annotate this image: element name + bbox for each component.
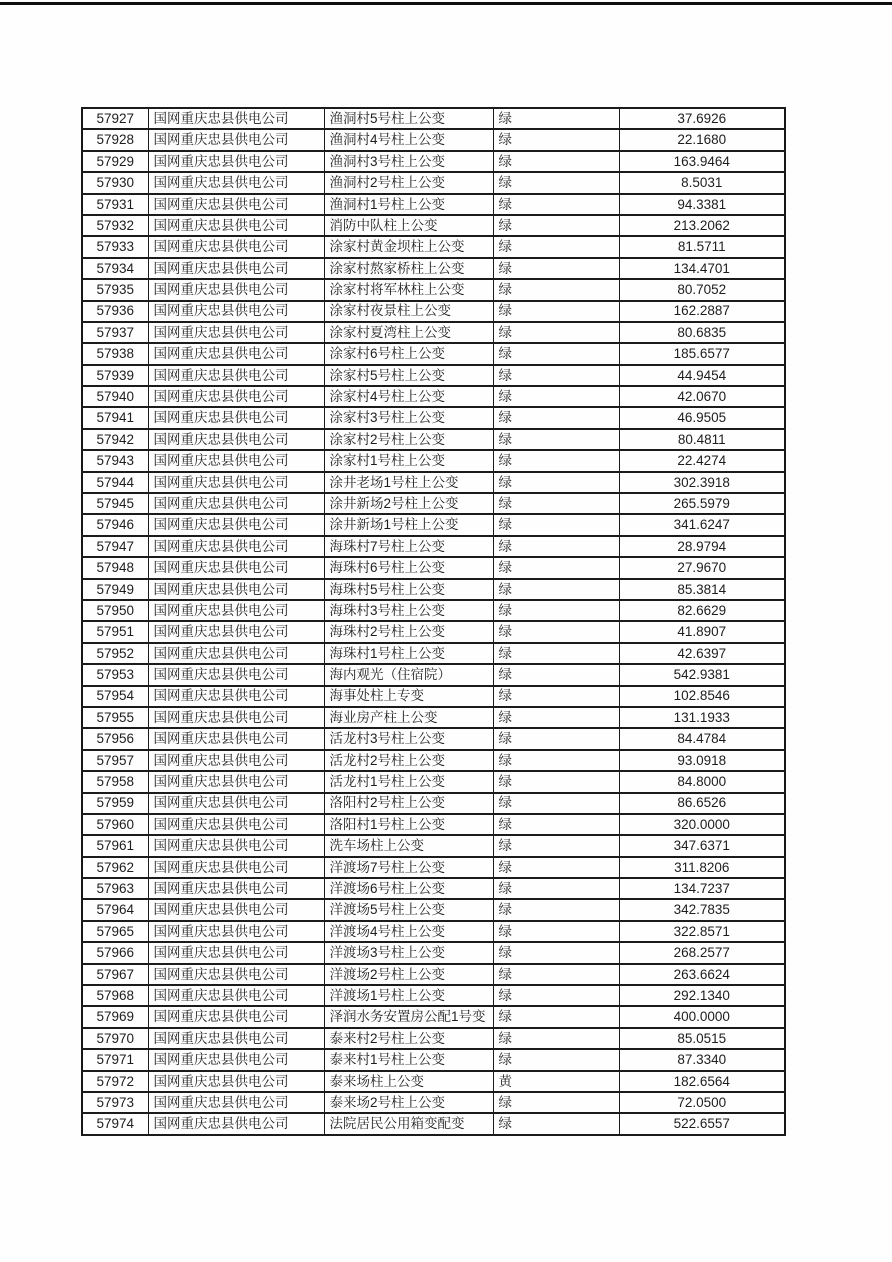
cell-transformer: 活龙村3号柱上公变 — [324, 728, 493, 749]
table-row — [82, 707, 785, 728]
cell-status: 绿 — [493, 236, 619, 257]
cell-id: 57946 — [82, 514, 148, 535]
cell-value: 163.9464 — [619, 151, 785, 172]
cell-value: 320.0000 — [619, 814, 785, 835]
table-row — [82, 108, 785, 129]
cell-status: 绿 — [493, 172, 619, 193]
cell-id: 57928 — [82, 129, 148, 150]
cell-company: 国网重庆忠县供电公司 — [148, 728, 324, 749]
cell-value: 84.8000 — [619, 771, 785, 792]
cell-status: 绿 — [493, 985, 619, 1006]
table-row — [82, 514, 785, 535]
cell-status: 绿 — [493, 557, 619, 578]
cell-company: 国网重庆忠县供电公司 — [148, 878, 324, 899]
cell-status: 绿 — [493, 643, 619, 664]
cell-status: 绿 — [493, 621, 619, 642]
cell-value: 263.6624 — [619, 964, 785, 985]
cell-id: 57942 — [82, 429, 148, 450]
cell-transformer: 海珠村6号柱上公变 — [324, 557, 493, 578]
table-row — [82, 942, 785, 963]
cell-status: 绿 — [493, 728, 619, 749]
cell-company: 国网重庆忠县供电公司 — [148, 1113, 324, 1135]
cell-company: 国网重庆忠县供电公司 — [148, 835, 324, 856]
table-row — [82, 814, 785, 835]
cell-status: 绿 — [493, 857, 619, 878]
cell-value: 87.3340 — [619, 1049, 785, 1070]
cell-id: 57947 — [82, 536, 148, 557]
cell-transformer: 涂家村4号柱上公变 — [324, 386, 493, 407]
table-row — [82, 1092, 785, 1113]
cell-id: 57931 — [82, 194, 148, 215]
cell-company: 国网重庆忠县供电公司 — [148, 343, 324, 364]
cell-transformer: 涂家村黄金坝柱上公变 — [324, 236, 493, 257]
cell-status: 绿 — [493, 215, 619, 236]
cell-value: 37.6926 — [619, 108, 785, 129]
cell-company: 国网重庆忠县供电公司 — [148, 322, 324, 343]
cell-company: 国网重庆忠县供电公司 — [148, 1028, 324, 1049]
cell-company: 国网重庆忠县供电公司 — [148, 151, 324, 172]
table-row — [82, 793, 785, 814]
cell-transformer: 洗车场柱上公变 — [324, 835, 493, 856]
cell-value: 80.4811 — [619, 429, 785, 450]
cell-value: 84.4784 — [619, 728, 785, 749]
cell-transformer: 洋渡场7号柱上公变 — [324, 857, 493, 878]
cell-value: 342.7835 — [619, 899, 785, 920]
cell-value: 131.1933 — [619, 707, 785, 728]
cell-value: 268.2577 — [619, 942, 785, 963]
cell-company: 国网重庆忠县供电公司 — [148, 236, 324, 257]
cell-status: 绿 — [493, 579, 619, 600]
table-row — [82, 151, 785, 172]
cell-id: 57944 — [82, 472, 148, 493]
cell-company: 国网重庆忠县供电公司 — [148, 1071, 324, 1092]
cell-status: 绿 — [493, 899, 619, 920]
cell-transformer: 涂家村将军林柱上公变 — [324, 279, 493, 300]
cell-company: 国网重庆忠县供电公司 — [148, 621, 324, 642]
cell-value: 46.9505 — [619, 407, 785, 428]
table-row — [82, 365, 785, 386]
table-row — [82, 728, 785, 749]
cell-value: 311.8206 — [619, 857, 785, 878]
cell-status: 绿 — [493, 343, 619, 364]
table-row — [82, 129, 785, 150]
cell-status: 绿 — [493, 707, 619, 728]
cell-company: 国网重庆忠县供电公司 — [148, 707, 324, 728]
cell-status: 黄 — [493, 1071, 619, 1092]
table-row — [82, 194, 785, 215]
cell-value: 42.0670 — [619, 386, 785, 407]
cell-transformer: 渔洞村5号柱上公变 — [324, 108, 493, 129]
table-row — [82, 643, 785, 664]
cell-transformer: 泰来场柱上公变 — [324, 1071, 493, 1092]
cell-company: 国网重庆忠县供电公司 — [148, 258, 324, 279]
cell-id: 57970 — [82, 1028, 148, 1049]
cell-transformer: 洋渡场3号柱上公变 — [324, 942, 493, 963]
table-row — [82, 686, 785, 707]
cell-value: 341.6247 — [619, 514, 785, 535]
cell-transformer: 洋渡场5号柱上公变 — [324, 899, 493, 920]
cell-id: 57967 — [82, 964, 148, 985]
cell-id: 57933 — [82, 236, 148, 257]
cell-transformer: 洋渡场4号柱上公变 — [324, 921, 493, 942]
cell-company: 国网重庆忠县供电公司 — [148, 536, 324, 557]
cell-id: 57961 — [82, 835, 148, 856]
cell-id: 57955 — [82, 707, 148, 728]
cell-transformer: 消防中队柱上公变 — [324, 215, 493, 236]
table-row — [82, 1028, 785, 1049]
cell-value: 28.9794 — [619, 536, 785, 557]
cell-transformer: 海珠村7号柱上公变 — [324, 536, 493, 557]
cell-status: 绿 — [493, 129, 619, 150]
table-row — [82, 301, 785, 322]
cell-company: 国网重庆忠县供电公司 — [148, 493, 324, 514]
table-row — [82, 600, 785, 621]
cell-transformer: 渔洞村4号柱上公变 — [324, 129, 493, 150]
table-row — [82, 215, 785, 236]
cell-transformer: 泰来村2号柱上公变 — [324, 1028, 493, 1049]
cell-company: 国网重庆忠县供电公司 — [148, 579, 324, 600]
cell-id: 57941 — [82, 407, 148, 428]
cell-id: 57927 — [82, 108, 148, 129]
cell-company: 国网重庆忠县供电公司 — [148, 194, 324, 215]
table-row — [82, 322, 785, 343]
cell-value: 72.0500 — [619, 1092, 785, 1113]
cell-transformer: 涂家村2号柱上公变 — [324, 429, 493, 450]
cell-status: 绿 — [493, 493, 619, 514]
cell-company: 国网重庆忠县供电公司 — [148, 172, 324, 193]
cell-company: 国网重庆忠县供电公司 — [148, 664, 324, 685]
cell-status: 绿 — [493, 365, 619, 386]
cell-company: 国网重庆忠县供电公司 — [148, 429, 324, 450]
cell-company: 国网重庆忠县供电公司 — [148, 279, 324, 300]
cell-status: 绿 — [493, 921, 619, 942]
cell-company: 国网重庆忠县供电公司 — [148, 814, 324, 835]
cell-transformer: 涂井老场1号柱上公变 — [324, 472, 493, 493]
cell-transformer: 泽润水务安置房公配1号变 — [324, 1006, 493, 1027]
cell-status: 绿 — [493, 514, 619, 535]
cell-company: 国网重庆忠县供电公司 — [148, 514, 324, 535]
cell-status: 绿 — [493, 964, 619, 985]
cell-status: 绿 — [493, 194, 619, 215]
table-row — [82, 258, 785, 279]
cell-value: 542.9381 — [619, 664, 785, 685]
cell-transformer: 涂家村3号柱上公变 — [324, 407, 493, 428]
cell-transformer: 海业房产柱上公变 — [324, 707, 493, 728]
cell-transformer: 活龙村1号柱上公变 — [324, 771, 493, 792]
cell-value: 302.3918 — [619, 472, 785, 493]
table-row — [82, 429, 785, 450]
cell-transformer: 涂井新场1号柱上公变 — [324, 514, 493, 535]
cell-value: 134.4701 — [619, 258, 785, 279]
cell-value: 22.4274 — [619, 450, 785, 471]
cell-id: 57957 — [82, 750, 148, 771]
cell-id: 57968 — [82, 985, 148, 1006]
cell-company: 国网重庆忠县供电公司 — [148, 108, 324, 129]
table-row — [82, 172, 785, 193]
cell-value: 322.8571 — [619, 921, 785, 942]
cell-status: 绿 — [493, 258, 619, 279]
cell-status: 绿 — [493, 664, 619, 685]
cell-company: 国网重庆忠县供电公司 — [148, 964, 324, 985]
cell-status: 绿 — [493, 814, 619, 835]
cell-status: 绿 — [493, 600, 619, 621]
cell-transformer: 海珠村5号柱上公变 — [324, 579, 493, 600]
cell-company: 国网重庆忠县供电公司 — [148, 1092, 324, 1113]
cell-id: 57951 — [82, 621, 148, 642]
cell-company: 国网重庆忠县供电公司 — [148, 793, 324, 814]
table-row — [82, 536, 785, 557]
cell-value: 400.0000 — [619, 1006, 785, 1027]
cell-status: 绿 — [493, 942, 619, 963]
cell-value: 22.1680 — [619, 129, 785, 150]
cell-transformer: 涂家村6号柱上公变 — [324, 343, 493, 364]
cell-value: 8.5031 — [619, 172, 785, 193]
table-row — [82, 899, 785, 920]
cell-company: 国网重庆忠县供电公司 — [148, 215, 324, 236]
cell-value: 80.7052 — [619, 279, 785, 300]
cell-transformer: 海珠村3号柱上公变 — [324, 600, 493, 621]
cell-id: 57937 — [82, 322, 148, 343]
cell-status: 绿 — [493, 536, 619, 557]
cell-company: 国网重庆忠县供电公司 — [148, 857, 324, 878]
cell-value: 27.9670 — [619, 557, 785, 578]
cell-value: 85.0515 — [619, 1028, 785, 1049]
cell-value: 94.3381 — [619, 194, 785, 215]
table-row — [82, 964, 785, 985]
cell-value: 162.2887 — [619, 301, 785, 322]
cell-company: 国网重庆忠县供电公司 — [148, 643, 324, 664]
cell-value: 80.6835 — [619, 322, 785, 343]
cell-transformer: 渔洞村2号柱上公变 — [324, 172, 493, 193]
table-row — [82, 664, 785, 685]
cell-company: 国网重庆忠县供电公司 — [148, 386, 324, 407]
cell-company: 国网重庆忠县供电公司 — [148, 1006, 324, 1027]
cell-id: 57938 — [82, 343, 148, 364]
table-row — [82, 1006, 785, 1027]
cell-status: 绿 — [493, 878, 619, 899]
cell-value: 44.9454 — [619, 365, 785, 386]
cell-value: 292.1340 — [619, 985, 785, 1006]
cell-status: 绿 — [493, 429, 619, 450]
cell-status: 绿 — [493, 1028, 619, 1049]
cell-id: 57958 — [82, 771, 148, 792]
cell-id: 57966 — [82, 942, 148, 963]
cell-value: 134.7237 — [619, 878, 785, 899]
cell-transformer: 涂家村夜景柱上公变 — [324, 301, 493, 322]
cell-company: 国网重庆忠县供电公司 — [148, 600, 324, 621]
cell-status: 绿 — [493, 279, 619, 300]
table-row — [82, 750, 785, 771]
cell-id: 57965 — [82, 921, 148, 942]
cell-status: 绿 — [493, 322, 619, 343]
cell-transformer: 活龙村2号柱上公变 — [324, 750, 493, 771]
cell-transformer: 海珠村1号柱上公变 — [324, 643, 493, 664]
cell-company: 国网重庆忠县供电公司 — [148, 301, 324, 322]
cell-id: 57962 — [82, 857, 148, 878]
cell-company: 国网重庆忠县供电公司 — [148, 129, 324, 150]
cell-id: 57945 — [82, 493, 148, 514]
cell-status: 绿 — [493, 1092, 619, 1113]
cell-id: 57954 — [82, 686, 148, 707]
table-row — [82, 386, 785, 407]
table-row — [82, 1071, 785, 1092]
cell-company: 国网重庆忠县供电公司 — [148, 686, 324, 707]
cell-id: 57936 — [82, 301, 148, 322]
table-row — [82, 835, 785, 856]
cell-company: 国网重庆忠县供电公司 — [148, 557, 324, 578]
cell-id: 57932 — [82, 215, 148, 236]
cell-id: 57950 — [82, 600, 148, 621]
table-row — [82, 771, 785, 792]
cell-transformer: 洋渡场2号柱上公变 — [324, 964, 493, 985]
cell-company: 国网重庆忠县供电公司 — [148, 1049, 324, 1070]
cell-id: 57969 — [82, 1006, 148, 1027]
cell-status: 绿 — [493, 108, 619, 129]
cell-value: 81.5711 — [619, 236, 785, 257]
cell-transformer: 泰来村1号柱上公变 — [324, 1049, 493, 1070]
cell-status: 绿 — [493, 151, 619, 172]
table-row — [82, 493, 785, 514]
cell-id: 57963 — [82, 878, 148, 899]
cell-transformer: 海事处柱上专变 — [324, 686, 493, 707]
cell-company: 国网重庆忠县供电公司 — [148, 365, 324, 386]
table-row — [82, 236, 785, 257]
cell-id: 57971 — [82, 1049, 148, 1070]
table-row — [82, 579, 785, 600]
cell-value: 93.0918 — [619, 750, 785, 771]
cell-status: 绿 — [493, 1049, 619, 1070]
cell-id: 57939 — [82, 365, 148, 386]
table-row — [82, 557, 785, 578]
cell-status: 绿 — [493, 1006, 619, 1027]
cell-id: 57943 — [82, 450, 148, 471]
cell-id: 57974 — [82, 1113, 148, 1135]
cell-status: 绿 — [493, 686, 619, 707]
table-row — [82, 1049, 785, 1070]
cell-transformer: 海内观光（住宿院） — [324, 664, 493, 685]
cell-company: 国网重庆忠县供电公司 — [148, 921, 324, 942]
cell-value: 85.3814 — [619, 579, 785, 600]
cell-id: 57948 — [82, 557, 148, 578]
cell-status: 绿 — [493, 750, 619, 771]
cell-company: 国网重庆忠县供电公司 — [148, 472, 324, 493]
cell-value: 265.5979 — [619, 493, 785, 514]
cell-value: 213.2062 — [619, 215, 785, 236]
cell-id: 57929 — [82, 151, 148, 172]
table-row — [82, 1113, 785, 1135]
cell-transformer: 涂家村5号柱上公变 — [324, 365, 493, 386]
cell-id: 57935 — [82, 279, 148, 300]
cell-id: 57972 — [82, 1071, 148, 1092]
table-row — [82, 857, 785, 878]
transformer-table — [81, 107, 786, 1136]
cell-id: 57952 — [82, 643, 148, 664]
table-row — [82, 621, 785, 642]
cell-value: 86.6526 — [619, 793, 785, 814]
cell-value: 42.6397 — [619, 643, 785, 664]
table-row — [82, 343, 785, 364]
table-row — [82, 921, 785, 942]
cell-transformer: 渔洞村1号柱上公变 — [324, 194, 493, 215]
cell-transformer: 渔洞村3号柱上公变 — [324, 151, 493, 172]
cell-value: 182.6564 — [619, 1071, 785, 1092]
cell-company: 国网重庆忠县供电公司 — [148, 750, 324, 771]
cell-status: 绿 — [493, 386, 619, 407]
cell-company: 国网重庆忠县供电公司 — [148, 985, 324, 1006]
cell-status: 绿 — [493, 301, 619, 322]
cell-transformer: 洋渡场1号柱上公变 — [324, 985, 493, 1006]
cell-transformer: 涂家村熬家桥柱上公变 — [324, 258, 493, 279]
cell-company: 国网重庆忠县供电公司 — [148, 450, 324, 471]
cell-value: 185.6577 — [619, 343, 785, 364]
cell-transformer: 泰来场2号柱上公变 — [324, 1092, 493, 1113]
cell-id: 57934 — [82, 258, 148, 279]
cell-value: 41.8907 — [619, 621, 785, 642]
cell-transformer: 洛阳村1号柱上公变 — [324, 814, 493, 835]
cell-transformer: 洋渡场6号柱上公变 — [324, 878, 493, 899]
cell-status: 绿 — [493, 407, 619, 428]
cell-status: 绿 — [493, 793, 619, 814]
cell-transformer: 法院居民公用箱变配变 — [324, 1113, 493, 1135]
cell-id: 57953 — [82, 664, 148, 685]
table-row — [82, 878, 785, 899]
cell-status: 绿 — [493, 835, 619, 856]
scan-top-edge-line — [0, 2, 892, 5]
cell-status: 绿 — [493, 472, 619, 493]
table-row — [82, 279, 785, 300]
cell-id: 57964 — [82, 899, 148, 920]
cell-status: 绿 — [493, 771, 619, 792]
cell-company: 国网重庆忠县供电公司 — [148, 771, 324, 792]
cell-transformer: 涂家村夏湾柱上公变 — [324, 322, 493, 343]
cell-value: 82.6629 — [619, 600, 785, 621]
cell-value: 102.8546 — [619, 686, 785, 707]
cell-id: 57960 — [82, 814, 148, 835]
cell-id: 57930 — [82, 172, 148, 193]
cell-transformer: 海珠村2号柱上公变 — [324, 621, 493, 642]
table-row — [82, 407, 785, 428]
cell-status: 绿 — [493, 1113, 619, 1135]
table-row — [82, 450, 785, 471]
cell-id: 57940 — [82, 386, 148, 407]
cell-id: 57959 — [82, 793, 148, 814]
cell-status: 绿 — [493, 450, 619, 471]
table-row — [82, 985, 785, 1006]
cell-transformer: 涂井新场2号柱上公变 — [324, 493, 493, 514]
cell-id: 57949 — [82, 579, 148, 600]
cell-company: 国网重庆忠县供电公司 — [148, 407, 324, 428]
cell-company: 国网重庆忠县供电公司 — [148, 899, 324, 920]
cell-id: 57956 — [82, 728, 148, 749]
cell-value: 347.6371 — [619, 835, 785, 856]
cell-transformer: 洛阳村2号柱上公变 — [324, 793, 493, 814]
cell-value: 522.6557 — [619, 1113, 785, 1135]
table-row — [82, 472, 785, 493]
cell-company: 国网重庆忠县供电公司 — [148, 942, 324, 963]
cell-transformer: 涂家村1号柱上公变 — [324, 450, 493, 471]
cell-id: 57973 — [82, 1092, 148, 1113]
